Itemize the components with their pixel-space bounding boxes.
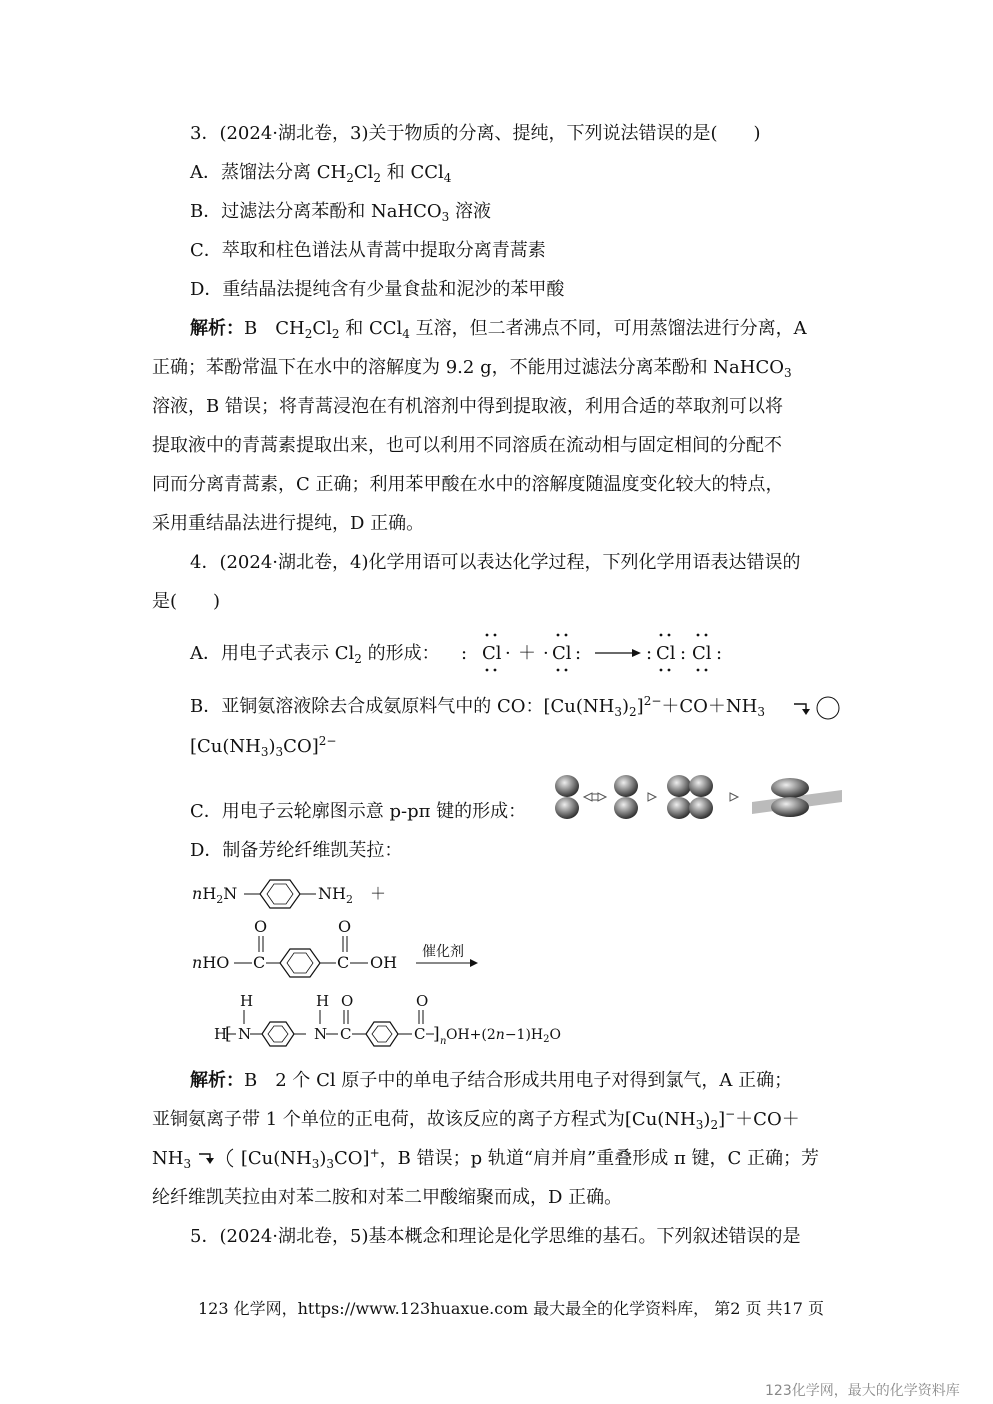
svg-text::: : [716,643,723,664]
svg-text::: : [575,643,582,664]
svg-text:nH2N: $nH_2N$ [192,884,238,906]
q3-analysis-line1: 解析：B $CH_2Cl_2$ 和 CCl$_4$ 互溶，但二者沸点不同，可用蒸馏法进行分离，A [190,318,807,341]
svg-text:O: O [416,992,429,1010]
svg-text:O: O [338,917,352,936]
q4-stem-line1: 4．(2024·湖北卷，4)化学用语可以表达化学过程，下列化学用语表达错误的 [190,552,801,573]
q3-option-b: B．过滤法分离苯酚和 NaHCO$_3$ 溶液 [190,201,492,224]
svg-text:OH+(2n−1)H2O: $OH+(2n-1)H_2O$ [446,1027,561,1045]
q4-option-c: C．用电子云轮廓图示意 p-pπ 键的形成： [190,801,527,822]
svg-text:n: n [440,1036,447,1047]
q3-analysis-line5: 同而分离青蒿素，C 正确；利用苯甲酸在水中的溶解度随温度变化较大的特点， [152,474,784,495]
svg-text:N: N [314,1025,328,1043]
svg-text:·: · [505,643,511,664]
q4-analysis-line4: 纶纤维凯芙拉由对苯二胺和对苯二甲酸缩聚而成，D 正确。 [152,1187,623,1208]
svg-text:Cl: Cl [552,643,572,664]
svg-text:·: · [543,643,549,664]
q3-analysis-line4: 提取液中的青蒿素提取出来，也可以利用不同溶质在流动相与固定相间的分配不 [152,435,782,456]
svg-text:Cl: Cl [482,643,502,664]
svg-text:＋: ＋ [518,643,536,664]
p-orbital-overlap-figure [552,772,842,822]
svg-text:OH: OH [370,953,398,972]
svg-text::: : [646,643,653,664]
svg-text:nHO: nHO [192,953,230,972]
q4-analysis-line1: 解析：B 2 个 Cl 原子中的单电子结合形成共用电子对得到氯气，A 正确； [190,1070,793,1091]
cl2-electron-formula [455,622,745,678]
q4-option-b-line1: B．亚铜氨溶液除去合成氨原料气中的 CO：$[Cu(NH_3)_2]^{2-}+CO+NH_3$ [190,694,766,719]
q3-analysis-line6: 采用重结晶法进行提纯，D 正确。 [152,513,425,534]
q3-stem: 3．(2024·湖北卷，3)关于物质的分离、提纯，下列说法错误的是( ) [190,123,761,144]
svg-text:Cl: Cl [656,643,676,664]
svg-text:H: H [240,992,254,1010]
svg-text::: : [461,643,468,664]
q3-analysis-line3: 溶液，B 错误；将青蒿浸泡在有机溶剂中得到提取液，利用合适的萃取剂可以将 [152,396,783,417]
svg-text::: : [680,643,687,664]
svg-text:[: [ [225,1024,232,1044]
svg-text:C: C [253,953,266,972]
svg-text:C: C [414,1025,426,1043]
q3-option-d: D．重结晶法提纯含有少量食盐和泥沙的苯甲酸 [190,279,565,300]
svg-text:＋: ＋ [370,884,387,903]
q5-stem: 5．(2024·湖北卷，5)基本概念和理论是化学思维的基石。下列叙述错误的是 [190,1226,801,1247]
svg-text:H: H [316,992,330,1010]
equilibrium-arrow-icon-2 [197,1147,241,1169]
q4-option-a: A．用电子式表示 $Cl_2$ 的形成： [190,643,440,666]
svg-text:O: O [341,992,354,1010]
equilibrium-arrow-icon [792,696,842,722]
q3-analysis-line2: 正确；苯酚常温下在水中的溶解度为 9.2 g，不能用过滤法分离苯酚和 NaHCO$_3$ [152,357,792,380]
svg-text:C: C [340,1025,352,1043]
svg-text:Cl: Cl [692,643,712,664]
q4-stem-line2: 是( ) [152,591,221,612]
page-footer: 123 化学网，https://www.123huaxue.com 最大最全的化学资料库， 第2 页 共17 页 [198,1299,824,1318]
svg-text:NH2: $NH_2$ [318,884,353,906]
q4-analysis-line2: 亚铜氨离子带 1 个单位的正电荷，故该反应的离子方程式为$[Cu(NH_3)_2]^-+CO+$ [152,1107,800,1132]
svg-text:H: H [214,1025,228,1043]
svg-text:C: C [337,953,350,972]
kevlar-reaction-figure [190,872,570,1062]
q3-option-c: C．萃取和柱色谱法从青蒿中提取分离青蒿素 [190,240,546,261]
q4-option-b-line2: $[Cu(NH_3)_3CO]^{2-}$ [190,734,337,759]
svg-text:]: ] [433,1024,440,1044]
q4-option-d: D．制备芳纶纤维凯芙拉： [190,840,403,861]
svg-text:N: N [238,1025,252,1043]
q3-option-a: A．蒸馏法分离 $CH_2Cl_2$ 和 CCl$_4$ [190,162,452,185]
q4-analysis-line3: $NH_3$ $[Cu(NH_3)_3CO]^+$，B 错误；p 轨道“肩并肩”重叠形成 π 键，C 正确；芳 [152,1146,819,1171]
watermark: 123化学网，最大的化学资料库 [765,1383,960,1399]
svg-text:催化剂: 催化剂 [422,944,464,960]
svg-text:O: O [254,917,268,936]
